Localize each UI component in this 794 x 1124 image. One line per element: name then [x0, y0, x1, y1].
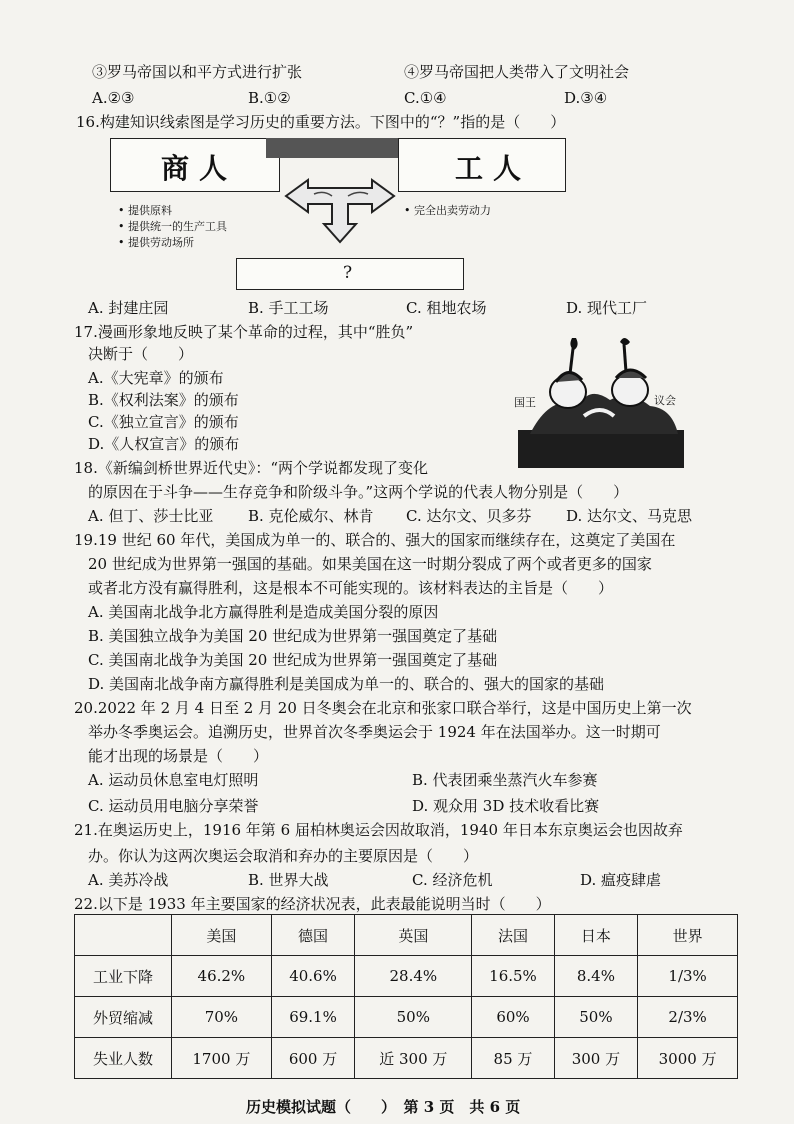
- table-header-cell: 世界: [638, 915, 738, 956]
- table-cell: 70%: [172, 997, 272, 1038]
- table-cell: 69.1%: [271, 997, 355, 1038]
- table-header-cell: 法国: [472, 915, 554, 956]
- q18-option-c[interactable]: C. 达尔文、贝多芬: [406, 507, 532, 525]
- q21-option-d[interactable]: D. 瘟疫肆虐: [580, 871, 662, 889]
- q19-option-a[interactable]: A. 美国南北战争北方赢得胜利是造成美国分裂的原因: [88, 603, 439, 621]
- revolution-cartoon-image: [510, 334, 690, 470]
- table-cell: 50%: [554, 997, 638, 1038]
- table-row-label: 外贸缩减: [75, 997, 172, 1038]
- q16-option-d[interactable]: D. 现代工厂: [566, 299, 648, 317]
- q15-option-d[interactable]: D.③④: [564, 89, 608, 107]
- merchant-label: 商人: [161, 152, 238, 185]
- table-header-cell: [75, 915, 172, 956]
- q15-option-c[interactable]: C.①④: [404, 89, 447, 107]
- table-header-cell: 日本: [554, 915, 638, 956]
- q19-option-d[interactable]: D. 美国南北战争南方赢得胜利是美国成为单一的、联合的、强大的国家的基础: [88, 675, 605, 693]
- q17-option-c[interactable]: C.《独立宣言》的颁布: [88, 413, 239, 431]
- table-cell: 600 万: [271, 1038, 355, 1079]
- q20-stem-line1: 20.2022 年 2 月 4 日至 2 月 20 日冬奥会在北京和张家口联合举行，这是中国历史上第一次: [74, 699, 692, 717]
- q22-stem: 22.以下是 1933 年主要国家的经济状况表，此表最能说明当时（ ）: [74, 895, 551, 913]
- q20-stem-line3: 能才出现的场景是（ ）: [88, 747, 269, 765]
- table-row-label: 失业人数: [75, 1038, 172, 1079]
- question-mark: ?: [343, 263, 353, 283]
- q17-option-d[interactable]: D.《人权宣言》的颁布: [88, 435, 240, 453]
- table-cell: 40.6%: [271, 956, 355, 997]
- cartoon-king-label: 国王: [514, 396, 536, 409]
- q15-statement-3: ③罗马帝国以和平方式进行扩张: [92, 63, 303, 81]
- table-header-cell: 英国: [355, 915, 472, 956]
- q21-option-b[interactable]: B. 世界大战: [248, 871, 329, 889]
- q20-option-c[interactable]: C. 运动员用电脑分享荣誉: [88, 797, 259, 815]
- obscured-banner: [266, 138, 416, 158]
- cartoon-parliament-label: 议会: [654, 394, 676, 407]
- q19-stem-line3: 或者北方没有赢得胜利，这是根本不可能实现的。该材料表达的主旨是（ ）: [88, 579, 614, 597]
- q20-stem-line2: 举办冬季奥运会。追溯历史，世界首次冬季奥运会于 1924 年在法国举办。这一时期可: [88, 723, 661, 741]
- table-cell: 8.4%: [554, 956, 638, 997]
- q17-stem-line1: 17.漫画形象地反映了某个革命的过程，其中“胜负”: [74, 323, 414, 341]
- q16-option-a[interactable]: A. 封建庄园: [88, 299, 169, 317]
- q17-option-b[interactable]: B.《权利法案》的颁布: [88, 391, 239, 409]
- q16-option-c[interactable]: C. 租地农场: [406, 299, 487, 317]
- q21-option-c[interactable]: C. 经济危机: [412, 871, 493, 889]
- worker-item: • 完全出卖劳动力: [404, 204, 491, 217]
- merchant-box: [110, 138, 280, 192]
- table-row-label: 工业下降: [75, 956, 172, 997]
- question-box: [236, 258, 464, 290]
- table-header-cell: 德国: [271, 915, 355, 956]
- q16-option-b[interactable]: B. 手工工场: [248, 299, 329, 317]
- table-cell: 50%: [355, 997, 472, 1038]
- q20-option-d[interactable]: D. 观众用 3D 技术收看比赛: [412, 797, 600, 815]
- q18-option-b[interactable]: B. 克伦威尔、林肯: [248, 507, 374, 525]
- q15-option-b[interactable]: B.①②: [248, 89, 291, 107]
- q21-stem-line1: 21.在奥运历史上，1916 年第 6 届柏林奥运会因故取消，1940 年日本东京奥运会也因故弃: [74, 821, 683, 839]
- table-cell: 16.5%: [472, 956, 554, 997]
- merchant-item: • 提供原料: [118, 204, 172, 217]
- table-cell: 近 300 万: [355, 1038, 472, 1079]
- table-row: [75, 956, 738, 997]
- q21-stem-line2: 办。你认为这两次奥运会取消和弃办的主要原因是（ ）: [88, 847, 479, 865]
- merchant-item: • 提供统一的生产工具: [118, 220, 227, 233]
- q16-stem: 16.构建知识线索图是学习历史的重要方法。下图中的“？”指的是（ ）: [76, 113, 566, 131]
- table-header-cell: 美国: [172, 915, 272, 956]
- worker-label: 工人: [455, 152, 532, 185]
- table-cell: 28.4%: [355, 956, 472, 997]
- q18-option-a[interactable]: A. 但丁、莎士比亚: [88, 507, 214, 525]
- q15-statement-4: ④罗马帝国把人类带入了文明社会: [404, 63, 630, 81]
- table-cell: 2/3%: [638, 997, 738, 1038]
- table-header-row: [75, 915, 738, 956]
- table-row: [75, 997, 738, 1038]
- table-cell: 1/3%: [638, 956, 738, 997]
- q15-option-a[interactable]: A.②③: [92, 89, 135, 107]
- table-cell: 300 万: [554, 1038, 638, 1079]
- branching-arrow-icon: [280, 158, 400, 244]
- worker-box: [398, 138, 566, 192]
- q17-stem-line2: 决断于（ ）: [88, 345, 194, 363]
- q19-option-b[interactable]: B. 美国独立战争为美国 20 世纪成为世界第一强国奠定了基础: [88, 627, 498, 645]
- table-cell: 3000 万: [638, 1038, 738, 1079]
- q20-option-b[interactable]: B. 代表团乘坐蒸汽火车参赛: [412, 771, 598, 789]
- page-footer: 历史模拟试题（ ） 第 3 页 共 6 页: [246, 1098, 521, 1116]
- table-cell: 60%: [472, 997, 554, 1038]
- q18-stem-line1: 18.《新编剑桥世界近代史》：“两个学说都发现了变化: [74, 459, 429, 477]
- q19-stem-line2: 20 世纪成为世界第一强国的基础。如果美国在这一时期分裂成了两个或者更多的国家: [88, 555, 652, 573]
- q21-option-a[interactable]: A. 美苏冷战: [88, 871, 169, 889]
- q19-option-c[interactable]: C. 美国南北战争为美国 20 世纪成为世界第一强国奠定了基础: [88, 651, 498, 669]
- q20-option-a[interactable]: A. 运动员休息室电灯照明: [88, 771, 259, 789]
- table-row: [75, 1038, 738, 1079]
- table-cell: 46.2%: [172, 956, 272, 997]
- q18-stem-line2: 的原因在于斗争——生存竞争和阶级斗争。”这两个学说的代表人物分别是（ ）: [88, 483, 629, 501]
- q17-option-a[interactable]: A.《大宪章》的颁布: [88, 369, 224, 387]
- merchant-item: • 提供劳动场所: [118, 236, 194, 249]
- economic-status-table: [74, 914, 738, 1079]
- q18-option-d[interactable]: D. 达尔文、马克思: [566, 507, 693, 525]
- q19-stem-line1: 19.19 世纪 60 年代，美国成为单一的、联合的、强大的国家而继续存在，这奠定了美国在: [74, 531, 676, 549]
- table-cell: 85 万: [472, 1038, 554, 1079]
- table-cell: 1700 万: [172, 1038, 272, 1079]
